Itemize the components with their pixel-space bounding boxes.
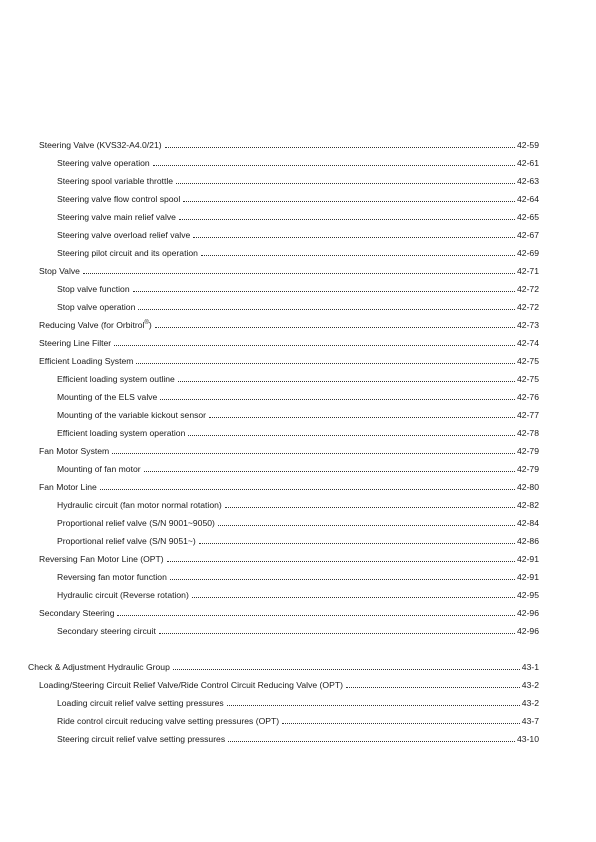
toc-entry-title: Mounting of the ELS valve bbox=[57, 392, 158, 402]
toc-entry-page: 42-86 bbox=[517, 536, 539, 546]
toc-entry-title: Steering circuit relief valve setting pressures bbox=[57, 734, 226, 744]
toc-entry[interactable] bbox=[57, 194, 539, 205]
toc-entry[interactable] bbox=[57, 500, 539, 511]
dot-leader bbox=[176, 183, 515, 184]
toc-entry-page: 42-72 bbox=[517, 284, 539, 294]
toc-entry-page: 42-75 bbox=[517, 356, 539, 366]
dot-leader bbox=[209, 417, 515, 418]
toc-entry-title: Fan Motor System bbox=[39, 446, 110, 456]
toc-entry[interactable] bbox=[57, 302, 539, 313]
dot-leader bbox=[183, 201, 515, 202]
toc-entry[interactable] bbox=[39, 680, 539, 691]
toc-entry-title: Proportional relief valve (S/N 9051~) bbox=[57, 536, 196, 546]
toc-entry-page: 42-80 bbox=[517, 482, 539, 492]
toc-entry[interactable] bbox=[57, 392, 539, 403]
toc-entry[interactable] bbox=[57, 284, 539, 295]
toc-entry[interactable] bbox=[57, 230, 539, 241]
dot-leader bbox=[83, 273, 515, 274]
toc-entry-page: 42-79 bbox=[517, 446, 539, 456]
toc-entry-title: Proportional relief valve (S/N 9001~9050) bbox=[57, 518, 215, 528]
dot-leader bbox=[136, 363, 515, 364]
toc-entry-title: Secondary steering circuit bbox=[57, 626, 156, 636]
toc-entry-page: 43-10 bbox=[517, 734, 539, 744]
toc-entry-title: Reducing Valve (for Orbitrol®) bbox=[39, 320, 152, 330]
toc-entry[interactable] bbox=[57, 428, 539, 439]
dot-leader bbox=[100, 489, 515, 490]
toc-entry-title: Efficient loading system outline bbox=[57, 374, 175, 384]
dot-leader bbox=[228, 741, 515, 742]
toc-entry-title: Efficient Loading System bbox=[39, 356, 134, 366]
toc-entry-page: 42-64 bbox=[517, 194, 539, 204]
toc-entry-title: Steering valve operation bbox=[57, 158, 150, 168]
toc-entry-title: Stop valve function bbox=[57, 284, 130, 294]
toc-entry-page: 42-74 bbox=[517, 338, 539, 348]
dot-leader bbox=[114, 345, 515, 346]
toc-entry-page: 42-72 bbox=[517, 302, 539, 312]
dot-leader bbox=[133, 291, 515, 292]
toc-entry-title: Stop valve operation bbox=[57, 302, 136, 312]
dot-leader bbox=[201, 255, 515, 256]
dot-leader bbox=[192, 597, 515, 598]
toc-entry[interactable] bbox=[39, 266, 539, 277]
toc-entry[interactable] bbox=[57, 590, 539, 601]
dot-leader bbox=[167, 561, 515, 562]
toc-entry[interactable] bbox=[39, 608, 539, 619]
dot-leader bbox=[155, 327, 515, 328]
toc-entry-page: 42-73 bbox=[517, 320, 539, 330]
toc-entry[interactable] bbox=[57, 212, 539, 223]
toc-entry[interactable] bbox=[39, 446, 539, 457]
toc-entry-title: Ride control circuit reducing valve setting pressures (OPT) bbox=[57, 716, 280, 726]
toc-entry-title: Secondary Steering bbox=[39, 608, 115, 618]
toc-entry-page: 42-76 bbox=[517, 392, 539, 402]
toc-entry-page: 43-7 bbox=[521, 716, 539, 726]
toc-entry[interactable] bbox=[39, 338, 539, 349]
dot-leader bbox=[218, 525, 515, 526]
toc-entry[interactable] bbox=[57, 158, 539, 169]
dot-leader bbox=[112, 453, 515, 454]
dot-leader bbox=[179, 219, 515, 220]
toc-entry[interactable] bbox=[57, 248, 539, 259]
toc-entry-title: Steering Line Filter bbox=[39, 338, 112, 348]
toc-entry-page: 42-96 bbox=[517, 608, 539, 618]
toc-entry[interactable] bbox=[39, 320, 539, 331]
toc-entry-title: Mounting of the variable kickout sensor bbox=[57, 410, 207, 420]
toc-entry[interactable] bbox=[57, 716, 539, 727]
dot-leader bbox=[170, 579, 515, 580]
toc-entry-title: Steering valve overload relief valve bbox=[57, 230, 191, 240]
toc-entry-page: 42-69 bbox=[517, 248, 539, 258]
toc-entry-title: Efficient loading system operation bbox=[57, 428, 186, 438]
dot-leader bbox=[178, 381, 515, 382]
toc-entry-page: 42-75 bbox=[517, 374, 539, 384]
toc-entry-page: 42-84 bbox=[517, 518, 539, 528]
toc-entry-title: Loading circuit relief valve setting pressures bbox=[57, 698, 224, 708]
dot-leader bbox=[138, 309, 515, 310]
toc-entry-page: 43-2 bbox=[521, 698, 539, 708]
toc-entry-title: Steering spool variable throttle bbox=[57, 176, 174, 186]
toc-entry[interactable] bbox=[57, 698, 539, 709]
toc-entry-page: 42-65 bbox=[517, 212, 539, 222]
toc-entry-page: 42-95 bbox=[517, 590, 539, 600]
dot-leader bbox=[173, 669, 520, 670]
registered-mark: ® bbox=[144, 320, 149, 327]
toc-entry[interactable] bbox=[57, 734, 539, 745]
dot-leader bbox=[346, 687, 520, 688]
toc-entry[interactable] bbox=[57, 572, 539, 583]
toc-entry-page: 43-1 bbox=[521, 662, 539, 672]
toc-entry-title: Hydraulic circuit (fan motor normal rotation) bbox=[57, 500, 222, 510]
dot-leader bbox=[160, 399, 515, 400]
dot-leader bbox=[199, 543, 515, 544]
toc-entry-page: 42-67 bbox=[517, 230, 539, 240]
toc-entry-page: 42-78 bbox=[517, 428, 539, 438]
toc-entry-title: Reversing Fan Motor Line (OPT) bbox=[39, 554, 164, 564]
dot-leader bbox=[144, 471, 515, 472]
toc-entry[interactable] bbox=[39, 554, 539, 565]
toc-entry-page: 42-91 bbox=[517, 554, 539, 564]
toc-entry-page: 42-77 bbox=[517, 410, 539, 420]
toc-entry[interactable] bbox=[57, 626, 539, 637]
toc-entry-page: 42-63 bbox=[517, 176, 539, 186]
toc-entry[interactable] bbox=[28, 662, 539, 673]
toc-entry-page: 42-96 bbox=[517, 626, 539, 636]
toc-entry-page: 42-82 bbox=[517, 500, 539, 510]
toc-entry-title: Steering valve flow control spool bbox=[57, 194, 181, 204]
dot-leader bbox=[165, 147, 515, 148]
toc-entry-page: 42-59 bbox=[517, 140, 539, 150]
toc-entry-title: Fan Motor Line bbox=[39, 482, 97, 492]
toc-entry[interactable] bbox=[57, 410, 539, 421]
toc-entry-title: Steering Valve (KVS32-A4.0/21) bbox=[39, 140, 162, 150]
toc-entry-title: Mounting of fan motor bbox=[57, 464, 141, 474]
toc-entry-title: Stop Valve bbox=[39, 266, 80, 276]
toc-entry[interactable] bbox=[57, 464, 539, 475]
dot-leader bbox=[225, 507, 515, 508]
toc-entry-page: 42-61 bbox=[517, 158, 539, 168]
toc-entry-title: Steering valve main relief valve bbox=[57, 212, 176, 222]
toc-entry-title: Loading/Steering Circuit Relief Valve/Ride Control Circuit Reducing Valve (OPT) bbox=[39, 680, 343, 690]
toc-entry-page: 43-2 bbox=[521, 680, 539, 690]
dot-leader bbox=[282, 723, 520, 724]
dot-leader bbox=[188, 435, 515, 436]
toc-entry[interactable] bbox=[57, 518, 539, 529]
dot-leader bbox=[193, 237, 515, 238]
toc-entry-page: 42-79 bbox=[517, 464, 539, 474]
toc-entry[interactable] bbox=[39, 482, 539, 493]
toc-entry[interactable] bbox=[57, 374, 539, 385]
toc-entry-page: 42-71 bbox=[517, 266, 539, 276]
toc-entry-page: 42-91 bbox=[517, 572, 539, 582]
dot-leader bbox=[153, 165, 515, 166]
toc-entry-title: Hydraulic circuit (Reverse rotation) bbox=[57, 590, 189, 600]
toc-entry-title: Check & Adjustment Hydraulic Group bbox=[28, 662, 170, 672]
toc-entry[interactable] bbox=[57, 536, 539, 547]
dot-leader bbox=[227, 705, 520, 706]
toc-entry-title: Steering pilot circuit and its operation bbox=[57, 248, 198, 258]
toc-entry[interactable] bbox=[39, 356, 539, 367]
toc-entry[interactable] bbox=[57, 176, 539, 187]
dot-leader bbox=[159, 633, 515, 634]
toc-entry-title: Reversing fan motor function bbox=[57, 572, 167, 582]
dot-leader bbox=[117, 615, 515, 616]
toc-entry[interactable] bbox=[39, 140, 539, 151]
